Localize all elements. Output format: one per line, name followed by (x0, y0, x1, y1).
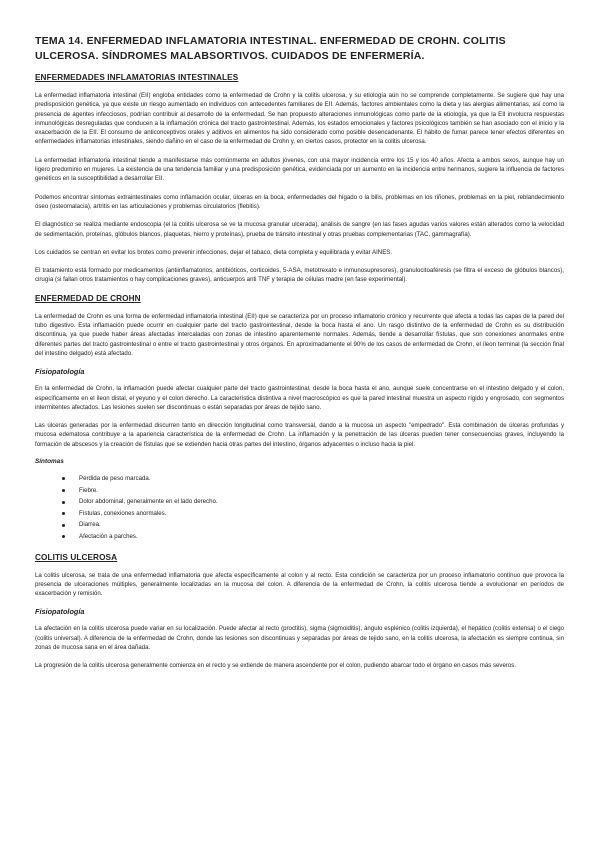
list-item-text: Fiebre. (79, 486, 98, 494)
subsection-heading: Fisiopatología (35, 367, 85, 377)
document-title: TEMA 14. ENFERMEDAD INFLAMATORIA INTESTINAL. ENFERMEDAD DE CROHN. COLITIS ULCEROSA. SÍNDROMES MALABSORTIVOS. CUIDADOS DE ENFERMERÍA. (35, 35, 506, 62)
paragraph: La afectación en la colitis ulcerosa puede variar en su localización. Puede afectar al recto (proctitis), sigma (sigmoiditis), ángulo esplénico (colitis izquierda), el hepático (colitis extensa) o el ciego (colitis universal). A diferencia de la enfermedad de Crohn, donde las lesiones son discontinuas y separadas por áreas de tejido sano, en la colitis ulcerosa, la afectación es siempre continua, sin zonas de mucosa sana en el área dañada. (35, 625, 564, 652)
subsection-heading: Fisiopatología (35, 607, 85, 617)
paragraph: La progresión de la colitis ulcerosa generalmente comienza en el recto y se extiende de manera ascendente por el colon, pudiendo abarcar todo el órgano en casos más severos. (35, 662, 517, 670)
section-heading: COLITIS ULCEROSA (35, 552, 118, 562)
paragraph: La enfermedad inflamatoria intestinal tiende a manifestarse más comúnmente en adultos jóvenes, con una mayor incidencia entre los 15 y los 40 años. Afecta a ambos sexos, aunque hay un ligero predominio en mujeres. La existencia de una tendencia familiar y una predisposición genética, evidenciada por un aumento en la incidencia entre hermanos, sugiere la influencia de factores genéticos en la susceptibilidad a desarrollar EII. (35, 156, 564, 183)
subsection-heading: Síntomas (35, 458, 64, 466)
paragraph: La enfermedad inflamatoria intestinal (EII) engloba entidades como la enfermedad de Crohn y la colitis ulcerosa, y su etiología aún no se comprende completamente. Se sugiere que hay una predisposición genética, ya que existe un riesgo aumentado en individuos con antecedentes familiares de EII. Además, factores ambientales como la dieta y las alergias alimentarias, así como la presencia de agentes infecciosos, podrían contribuir al desarrollo de la enfermedad. Se han propuesto alteraciones inmunológicas como parte de la etiología, ya que la EII involucra respuestas inmunológicas desreguladas que conducen a la inflamación crónica del tracto gastrointestinal. Además, los estados emocionales y factores psicológicos también se han asociado con el inicio y la exacerbación de la EII. El consumo de anticonceptivos orales y aditivos en alimentos ha sido considerado como posible desencadenante. El hábito de fumar parece tener efectos diferentes en enfermedades inflamatorias intestinales, siendo dañino en el caso de la enfermedad de Crohn y, en ciertos casos, protector en la colitis ulcerosa. (35, 92, 564, 146)
paragraph: Las úlceras generadas por la enfermedad discurren tanto en dirección longitudinal como transversal, dando a la mucosa un aspecto "empedrado". Esta combinación de úlceras profundas y mucosa edematosa contribuye a la apariencia característica de la enfermedad de Crohn. La inflamación y la penetración de las úlceras pueden tener consecuencias graves, incluyendo la formación de abscesos y la creación de fístulas que se extienden hacia otras partes del intestino, órganos adyacentes o incluso hacia la piel. (35, 422, 564, 448)
bullet-icon (62, 512, 65, 515)
list-item (35, 485, 564, 497)
list-item (35, 531, 564, 543)
paragraph: En la enfermedad de Crohn, la inflamación puede afectar cualquier parte del tracto gastrointestinal, desde la boca hasta el ano, aunque suele concentrarse en el intestino delgado y el colon, específicamente en el íleon distal, el yeyuno y el colon derecho. La característica distintiva a nivel macroscópico es que la pared intestinal muestra un aspecto rígido y engrosado, con segmentos intermitentes afectados. Las lesiones suelen ser discontinuas o están separadas por áreas de tejido sano. (35, 385, 564, 411)
paragraph: Podemos encontrar síntomas extraintestinales como inflamación ocular, úlceras en la boca, enfermedades del hígado o la bilis, problemas en los riñones, problemas en la piel, reblandecimiento óseo (osteomalacia), artritis en las articulaciones y problemas circulatorios (flebitis). (35, 193, 564, 210)
paragraph: El diagnóstico se realiza mediante endoscopia (el la colitis ulcerosa se ve la mucosa granular ulcerada), análisis de sangre (en las fases agudas varios valores están alterados como la velocidad de sedimentación, proteínas, glóbulos blancos, plaquetas, hierro y proteínas), prueba de tránsito intestinal y otras pruebas complementarias (TAC, gammagrafía). (35, 221, 564, 238)
list-item-text: Pérdida de peso marcada. (79, 475, 151, 483)
list-item (35, 508, 564, 520)
bullet-icon (62, 477, 65, 480)
section-crohn (35, 294, 564, 543)
list-item (35, 473, 564, 485)
list-item (35, 519, 564, 531)
bullet-icon (62, 535, 65, 538)
paragraph: La enfermedad de Crohn es una forma de enfermedad inflamatoria intestinal (EII) que se caracteriza por un proceso inflamatorio crónico y recurrente que afecta a todas las capas de la pared del tubo digestivo. Esta inflamación puede ocurrir en cualquier parte del tracto gastrointestinal, desde la boca hasta el ano. Un rasgo distintivo de la enfermedad de Crohn es su distribución discontinua, ya que puede haber áreas afectadas intercaladas con zonas de intestino aparentemente normales. Además, tiende a desarrollar fístulas, que son conexiones anormales entre diferentes partes del tracto gastrointestinal o entre el tracto gastrointestinal y otros órganos. En aproximadamente el 90% de los casos de enfermedad de Crohn, el íleon terminal (la sección final del intestino delgado) está afectado. (35, 312, 564, 357)
list-item-text: Afectación a parches. (79, 532, 138, 540)
list-item-text: Diarrea. (79, 521, 101, 529)
section-heading: ENFERMEDADES INFLAMATORIAS INTESTINALES (35, 73, 239, 82)
bullet-icon (62, 524, 65, 527)
bullet-icon (62, 501, 65, 504)
paragraph: Los cuidados se centran en evitar los brotes como prevenir infecciones, dejar el tabaco, dieta completa y equilibrada y evitar AINES. (35, 248, 393, 256)
list-item-text: Fístulas, conexiones anormales. (79, 509, 167, 517)
list-item (35, 496, 564, 508)
list-item-text: Dolor abdominal, generalmente en el lado derecho. (79, 498, 218, 506)
section-colitis (35, 553, 564, 671)
symptom-list (35, 473, 564, 543)
bullet-icon (62, 489, 65, 492)
paragraph: La colitis ulcerosa, se trata de una enfermedad inflamatoria que afecta específicamente al colon y al recto. Esta condición se caracteriza por un proceso inflamatorio continuo que provoca la presencia de ulceraciones múltiples, generalmente localizadas en la mucosa del colon. A diferencia de la enfermedad de Crohn, la colitis ulcerosa tiende a evolucionar en períodos de exacerbación y remisión. (35, 571, 564, 598)
section-heading: ENFERMEDAD DE CROHN (35, 293, 141, 303)
section-eii (35, 73, 564, 285)
paragraph: El tratamiento está formado por medicamentos (antiinflamatorios, antibióticos, corticoides, 5-ASA, metotrexato e inmunosupresores), granulocitoaféresis (se filtra el exceso de glóbulos blancos), cirugía (si fallan otros tratamientos o hay complicaciones graves), anticuerpos anti TNF y terapia de células madre (en fase experimental). (35, 267, 564, 284)
